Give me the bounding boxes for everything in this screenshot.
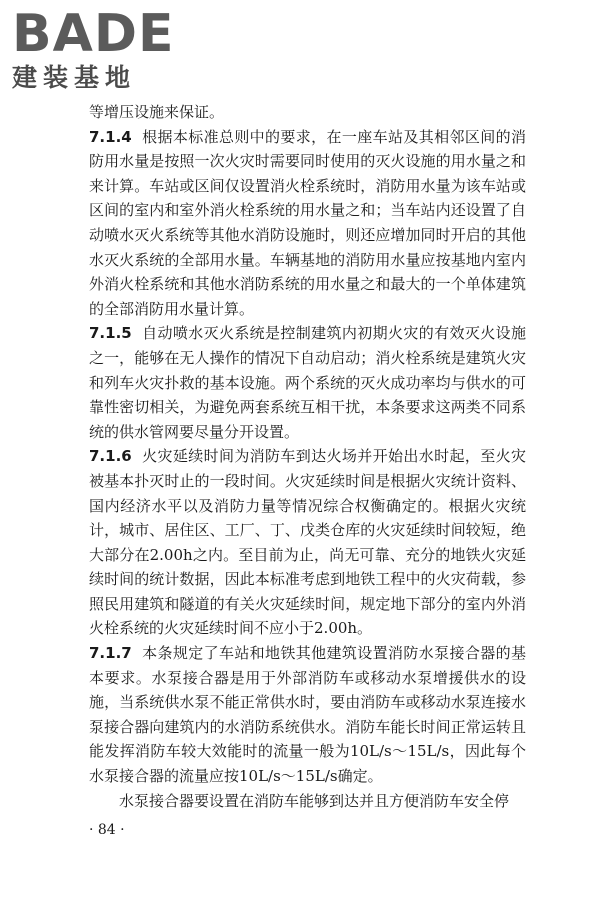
paragraph-text: 自动喷水灭火系统是控制建筑内初期火灾的有效灭火设施之一，能够在无人操作的情况下自动启动；消火栓系统是建筑火灾和列车火灾扑救的基本设施。两个系统的灭火成功率均与供水的可靠性密切相关，为避免两套系统互相干扰，本条要求这两类不同系统的供水管网要尽量分开设置。 bbox=[89, 324, 526, 441]
paragraph-text: 火灾延续时间为消防车到达火场并开始出水时起，至火灾被基本扑灭时止的一段时间。火灾延续时间是根据火灾统计资料、国内经济水平以及消防力量等情况综合权衡确定的。根据火灾统计，城市、居住区、工厂、丁、戊类仓库的火灾延续时间较短，绝大部分在2.00h之内。至目前为止，尚无可靠、充分的地铁火灾延续时间的统计数据，因此本标准考虑到地铁工程中的火灾荷载，参照民用建筑和隧道的有关火灾延续时间，规定地下部分的室内外消火栓系统的火灾延续时间不应小于2.00h。 bbox=[89, 447, 526, 638]
paragraph-continuation bbox=[89, 100, 526, 125]
paragraph-text: 水泵接合器要设置在消防车能够到达并且方便消防车安全停 bbox=[119, 791, 510, 810]
paragraph-indented bbox=[89, 789, 526, 814]
paragraph-text: 根据本标准总则中的要求，在一座车站及其相邻区间的消防用水量是按照一次火灾时需要同时使用的灭火设施的用水量之和来计算。车站或区间仅设置消火栓系统时，消防用水量为该车站或区间的室内和室外消火栓系统的用水量之和；当车站内还设置了自动喷水灭火系统等其他水消防设施时，则还应增加同时开启的其他水灭火系统的全部用水量。车辆基地的消防用水量应按基地内室内外消火栓系统和其他水消防系统的用水量之和最大的一个单体建筑的全部消防用水量计算。 bbox=[89, 127, 526, 318]
paragraph-text: 本条规定了车站和地铁其他建筑设置消防水泵接合器的基本要求。水泵接合器是用于外部消防车或移动水泵增援供水的设施，当系统供水泵不能正常供水时，要由消防车或移动水泵连接水泵接合器向建筑内的水消防系统供水。消防车能长时间正常运转且能发挥消防车较大效能时的流量一般为10L/s～15L/s，因此每个水泵接合器的流量应按10L/s～15L/s确定。 bbox=[89, 644, 526, 786]
paragraph-text: 等增压设施来保证。 bbox=[89, 103, 225, 121]
document-body bbox=[89, 100, 526, 813]
bade-logo bbox=[12, 6, 202, 92]
clause-7-1-6 bbox=[89, 444, 526, 641]
clause-7-1-7 bbox=[89, 641, 526, 789]
clause-number: 7.1.5 bbox=[89, 324, 132, 343]
page-number: · 84 · bbox=[89, 822, 125, 838]
clause-number: 7.1.4 bbox=[89, 127, 132, 146]
logo-latin-text: BADE bbox=[12, 4, 175, 64]
clause-7-1-5 bbox=[89, 321, 526, 444]
clause-number: 7.1.6 bbox=[89, 447, 132, 466]
clause-number: 7.1.7 bbox=[89, 644, 132, 663]
logo-chinese-text: 建装基地 bbox=[12, 63, 137, 92]
clause-7-1-4 bbox=[89, 125, 526, 322]
